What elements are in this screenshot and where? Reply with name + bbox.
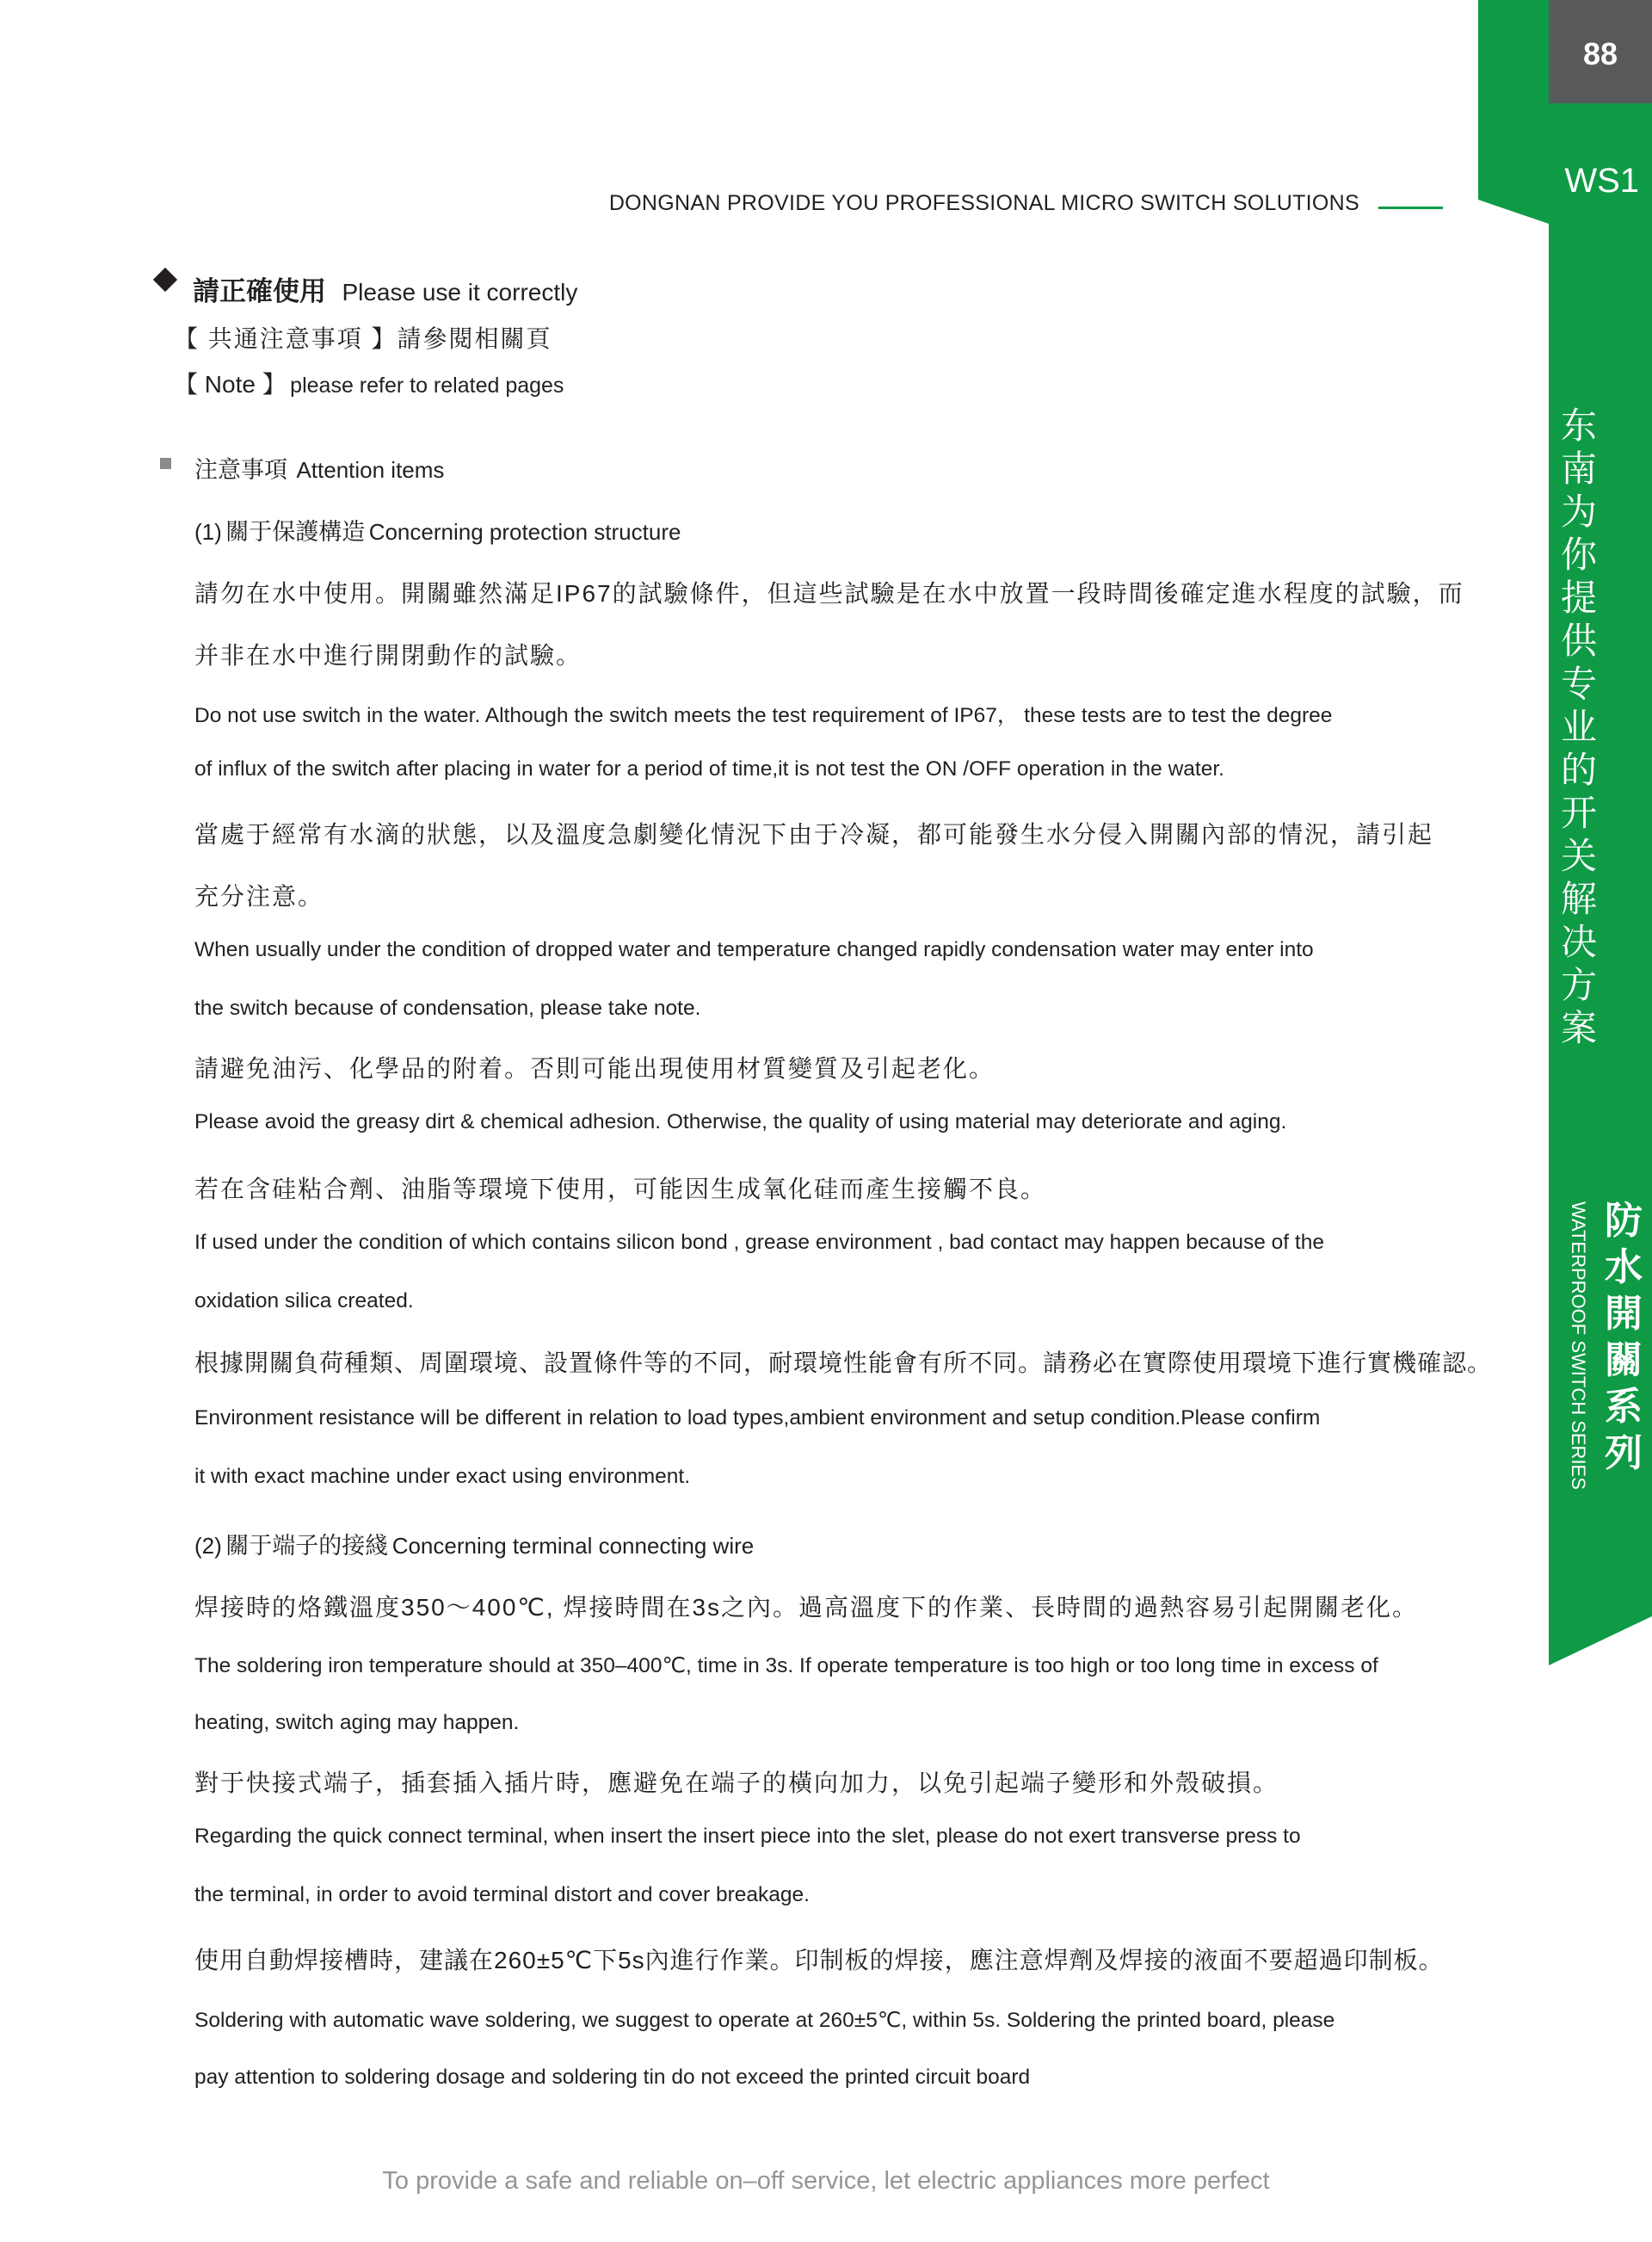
s1-line-9: 請避免油污、化學品的附着。否則可能出現使用材質變質及引起老化。 [194, 1055, 996, 1082]
title [193, 269, 577, 308]
title-zh: 請正確使用 [193, 276, 326, 306]
s1-line-2: 并非在水中進行開閉動作的試驗。 [194, 642, 583, 669]
square-bullet-icon [160, 458, 171, 469]
s1-line-15: Environment resistance will be different in relation to load types,ambient environment and setup condition.Please confirm [194, 1406, 1321, 1430]
s1-line-12: If used under the condition of which contains silicon bond , grease environment , bad contact may happen because of the [194, 1231, 1324, 1254]
section-2-heading [194, 1527, 754, 1560]
s2-line-6: the terminal, in order to avoid terminal distort and cover breakage. [194, 1883, 810, 1906]
s1-line-7: When usually under the condition of dropped water and temperature changed rapidly condensation water may enter into [194, 938, 1314, 961]
attention-heading [194, 451, 444, 485]
header-tagline: DONGNAN PROVIDE YOU PROFESSIONAL MICRO SWITCH SOLUTIONS [608, 191, 1359, 215]
series-code: WS1 [1564, 162, 1639, 200]
s1-line-3: Do not use switch in the water. Although the switch meets the test requirement of IP67， these tests are to test the degree [194, 704, 1333, 727]
section-1-num: (1) [194, 519, 222, 545]
s1-line-8: the switch because of condensation, please take note. [194, 997, 701, 1020]
s1-line-5: 當處于經常有水滴的狀態，以及溫度急劇變化情況下由于冷凝，都可能發生水分侵入開關內部的情況，請引起 [194, 821, 1434, 848]
section-2-num: (2) [194, 1533, 222, 1559]
note-en-label: 【 Note 】 [174, 371, 287, 398]
series-name-en-wrap [1567, 1201, 1589, 1490]
series-name-zh: 防水開關系列 [1605, 1200, 1643, 1474]
s1-line-14: 根據開關負荷種類、周圍環境、設置條件等的不同，耐環境性能會有所不同。請務必在實際使用環境下進行實機確認。 [194, 1350, 1493, 1376]
attention-heading-en: Attention items [296, 457, 445, 483]
section-1-heading-en: Concerning protection structure [368, 519, 681, 545]
s2-line-1: 焊接時的烙鐵溫度350～400℃, 焊接時間在3s之內。過高溫度下的作業、長時間的過熱容易引起開關老化。 [194, 1594, 1419, 1621]
s1-line-16: it with exact machine under exact using environment. [194, 1465, 691, 1488]
s2-line-8: Soldering with automatic wave soldering, we suggest to operate at 260±5℃, within 5s. Soldering the printed board, please [194, 2009, 1335, 2032]
section-1-heading [194, 513, 681, 547]
s1-line-4: of influx of the switch after placing in water for a period of time,it is not test the ON /OFF operation in the water. [194, 757, 1224, 781]
s2-line-2: The soldering iron temperature should at 350–400℃, time in 3s. If operate temperature is too high or too long time in excess of [194, 1654, 1378, 1677]
note-en-text: please refer to related pages [290, 374, 564, 398]
s2-line-7: 使用自動焊接槽時，建議在260±5℃下5s內進行作業。印制板的焊接，應注意焊劑及焊接的液面不要超過印制板。 [194, 1947, 1444, 1973]
section-2-heading-en: Concerning terminal connecting wire [391, 1533, 755, 1559]
series-name-en: WATERPROOF SWITCH SERIES [1568, 1201, 1589, 1490]
s1-line-6: 充分注意。 [194, 883, 324, 910]
s1-line-11: 若在含硅粘合劑、油脂等環境下使用，可能因生成氧化硅而產生接觸不良。 [194, 1176, 1047, 1202]
s2-line-4: 對于快接式端子，插套插入插片時，應避免在端子的橫向加力，以免引起端子變形和外殼破損。 [194, 1770, 1279, 1796]
s1-line-1: 請勿在水中使用。開關雖然滿足IP67的試驗條件，但這些試驗是在水中放置一段時間後確定進水程度的試驗，而 [194, 580, 1464, 607]
s1-line-10: Please avoid the greasy dirt & chemical adhesion. Otherwise, the quality of using material may deteriorate and aging. [194, 1110, 1287, 1133]
s2-line-5: Regarding the quick connect terminal, when insert the insert piece into the slet, please do not exert transverse press to [194, 1825, 1301, 1848]
note-zh: 【 共通注意事項 】請參閱相關頁 [174, 325, 552, 352]
page-number: 88 [1582, 36, 1618, 71]
s2-line-3: heating, switch aging may happen. [194, 1711, 520, 1734]
side-slogan: 东南为你提供专业的开关解决方案 [1560, 405, 1597, 1048]
attention-heading-zh: 注意事項 [194, 457, 287, 483]
header-rule [1378, 207, 1443, 209]
note-en [174, 366, 564, 400]
s1-line-13: oxidation silica created. [194, 1289, 414, 1312]
footer-slogan: To provide a safe and reliable on–off service, let electric appliances more perfect [382, 2167, 1270, 2195]
section-1-heading-zh: 關于保護構造 [225, 519, 366, 545]
section-2-heading-zh: 關于端子的接綫 [225, 1533, 389, 1559]
s2-line-9: pay attention to soldering dosage and soldering tin do not exceed the printed circuit board [194, 2066, 1031, 2089]
title-en: Please use it correctly [342, 279, 578, 306]
